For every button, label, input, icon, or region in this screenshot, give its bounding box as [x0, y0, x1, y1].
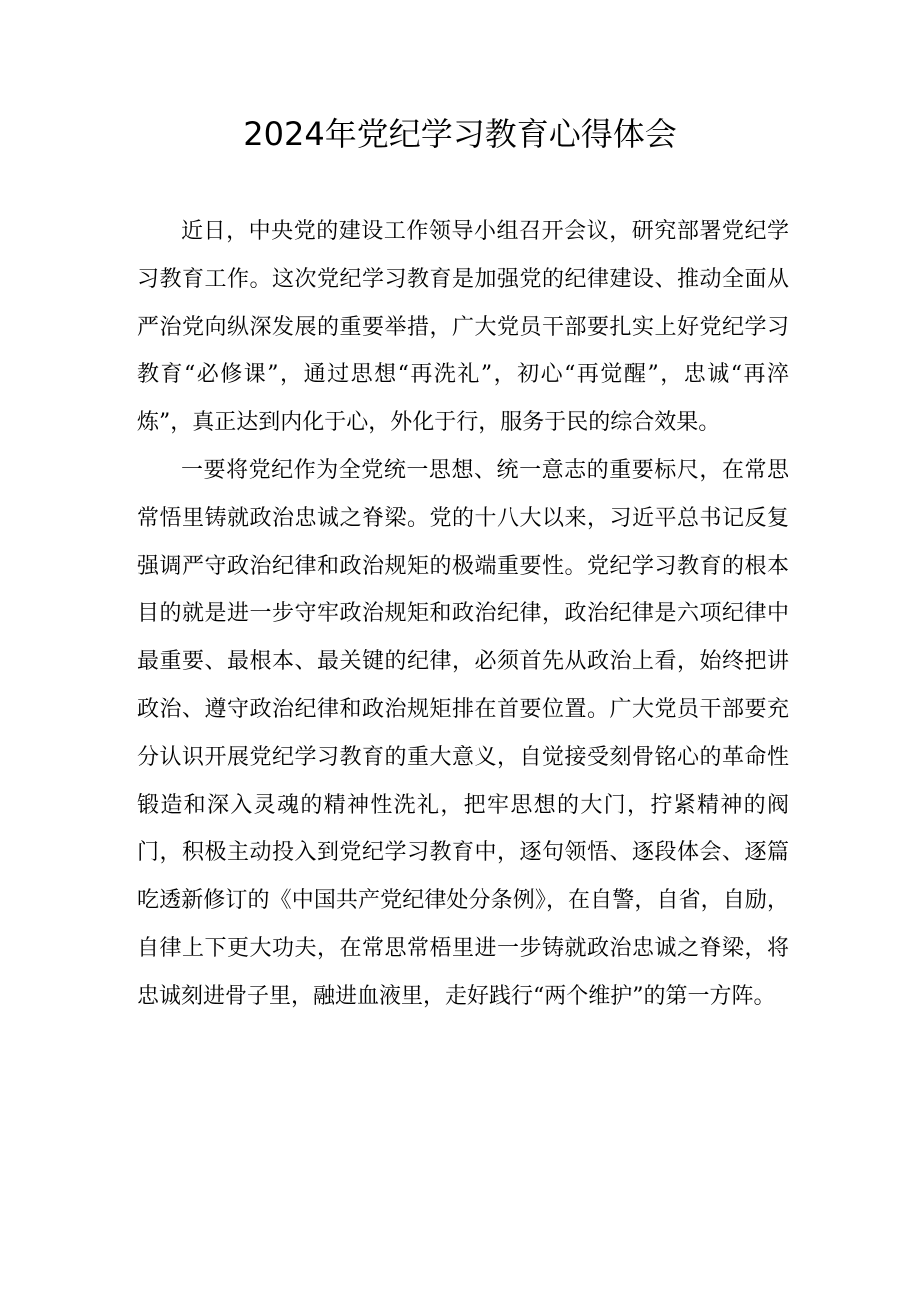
document-title: 2024年党纪学习教育心得体会 [243, 115, 677, 153]
paragraph-intro: 近日，中央党的建设工作领导小组召开会议，研究部署党纪学习教育工作。这次党纪学习教育是加强党的纪律建设、推动全面从严治党向纵深发展的重要举措，广大党员干部要扎实上好党纪学习教育“必修课”，通过思想“再洗礼”，初心“再觉醒”，忠诚“再淬炼”，真正达到内化于心，外化于行，服务于民的综合效果。 [137, 219, 789, 436]
paragraph-political-discipline: 一要将党纪作为全党统一思想、统一意志的重要标尺，在常思常悟里铸就政治忠诚之脊梁。党的十八大以来，习近平总书记反复强调严守政治纪律和政治规矩的极端重要性。党纪学习教育的根本目的就是进一步守牢政治规矩和政治纪律，政治纪律是六项纪律中最重要、最根本、最关键的纪律，必须首先从政治上看，始终把讲政治、遵守政治纪律和政治规矩排在首要位置。广大党员干部要充分认识开展党纪学习教育的重大意义，自觉接受刻骨铭心的革命性锻造和深入灵魂的精神性洗礼，把牢思想的大门，拧紧精神的阀门，积极主动投入到党纪学习教育中，逐句领悟、逐段体会、逐篇吃透新修订的《中国共产党纪律处分条例》，在自警，自省，自励，自律上下更大功夫，在常思常梧里进一步铸就政治忠诚之脊梁，将忠诚刻进骨子里，融进血液里，走好践行“两个维护”的第一方阵。 [137, 457, 789, 1009]
document-body [137, 208, 789, 1021]
